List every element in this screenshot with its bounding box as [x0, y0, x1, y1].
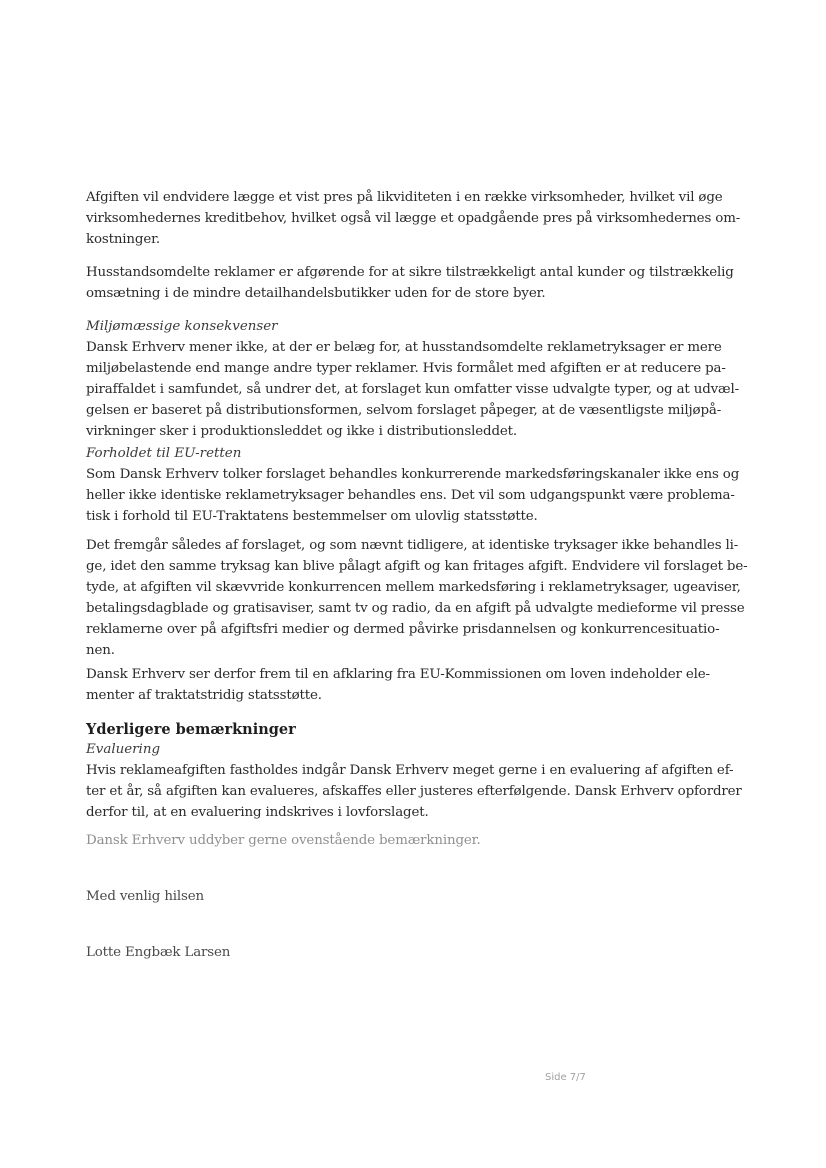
text-line: Dansk Erhverv ser derfor frem til en afklaring fra EU-Kommissionen om loven indeholder ele-: [86, 667, 710, 682]
text-line: ter et år, så afgiften kan evalueres, afskaffes eller justeres efterfølgende. Dansk Erhverv opfordrer: [86, 784, 742, 799]
subsection-heading: Evaluering: [86, 742, 161, 757]
paragraph-competition: [86, 535, 748, 661]
section-additional-remarks: [86, 719, 742, 823]
text-line: gelsen er baseret på distributionsformen, selvom forslaget påpeger, at de væsentligste miljøpå-: [86, 403, 722, 418]
text-line: Dansk Erhverv uddyber gerne ovenstående bemærkninger.: [86, 833, 481, 848]
text-line: piraffaldet i samfundet, så undrer det, at forslaget kun omfatter visse udvalgte typer, og at udvæl-: [86, 382, 740, 397]
section-heading: Forholdet til EU-retten: [86, 446, 242, 461]
text-line: betalingsdagblade og gratisaviser, samt tv og radio, da en afgift på udvalgte medieforme vil presse: [86, 601, 745, 616]
section-heading: Miljømæssige konsekvenser: [86, 319, 278, 334]
section-eu-law: [86, 444, 740, 527]
section-heading: Yderligere bemærkninger: [86, 721, 296, 738]
text-line: tisk i forhold til EU-Traktatens bestemmelser om ulovlig statsstøtte.: [86, 509, 538, 524]
text-line: Dansk Erhverv mener ikke, at der er belæg for, at husstandsomdelte reklametryksager er mere: [86, 340, 722, 355]
text-line: menter af traktatstridig statsstøtte.: [86, 688, 322, 703]
section-environment: [86, 317, 740, 442]
text-line: Med venlig hilsen: [86, 889, 205, 904]
text-line: derfor til, at en evaluering indskrives i lovforslaget.: [86, 805, 429, 820]
page-number: Side 7/7: [545, 1072, 586, 1083]
greeting: [86, 886, 686, 907]
text-line: Hvis reklameafgiften fastholdes indgår Dansk Erhverv meget gerne i en evaluering af afgiften ef-: [86, 763, 734, 778]
text-line: heller ikke identiske reklametryksager behandles ens. Det vil som udgangspunkt være problema-: [86, 488, 735, 503]
text-line: virksomhedernes kreditbehov, hvilket også vil lægge et opadgående pres på virksomhedernes om-: [86, 211, 741, 226]
signature: [86, 942, 686, 963]
closing-remark: [86, 830, 686, 851]
text-line: kostninger.: [86, 232, 160, 247]
paragraph-household-ads: [86, 262, 734, 304]
text-line: virkninger sker i produktionsleddet og ikke i distributionsleddet.: [86, 424, 517, 439]
text-line: tyde, at afgiften vil skævvride konkurrencen mellem markedsføring i reklametryksager, ugeaviser,: [86, 580, 741, 595]
text-line: Afgiften vil endvidere lægge et vist pres på likviditeten i en række virksomheder, hvilket vil øge: [86, 190, 723, 205]
text-line: reklamerne over på afgiftsfri medier og dermed påvirke prisdannelsen og konkurrencesituatio-: [86, 622, 720, 637]
text-line: ge, idet den samme tryksag kan blive pålagt afgift og kan fritages afgift. Endvidere vil forslaget be-: [86, 559, 748, 574]
text-line: nen.: [86, 643, 115, 658]
text-line: omsætning i de mindre detailhandelsbutikker uden for de store byer.: [86, 286, 546, 301]
paragraph-liquidity: [86, 187, 741, 250]
text-line: Det fremgår således af forslaget, og som nævnt tidligere, at identiske tryksager ikke behandles li-: [86, 538, 739, 553]
text-line: miljøbelastende end mange andre typer reklamer. Hvis formålet med afgiften er at reducere pa-: [86, 361, 726, 376]
signature-name: Lotte Engbæk Larsen: [86, 945, 231, 960]
text-line: Som Dansk Erhverv tolker forslaget behandles konkurrerende markedsføringskanaler ikke ens og: [86, 467, 740, 482]
text-line: Husstandsomdelte reklamer er afgørende for at sikre tilstrækkeligt antal kunder og tilstrækkelig: [86, 265, 734, 280]
paragraph-eu-commission: [86, 664, 710, 706]
